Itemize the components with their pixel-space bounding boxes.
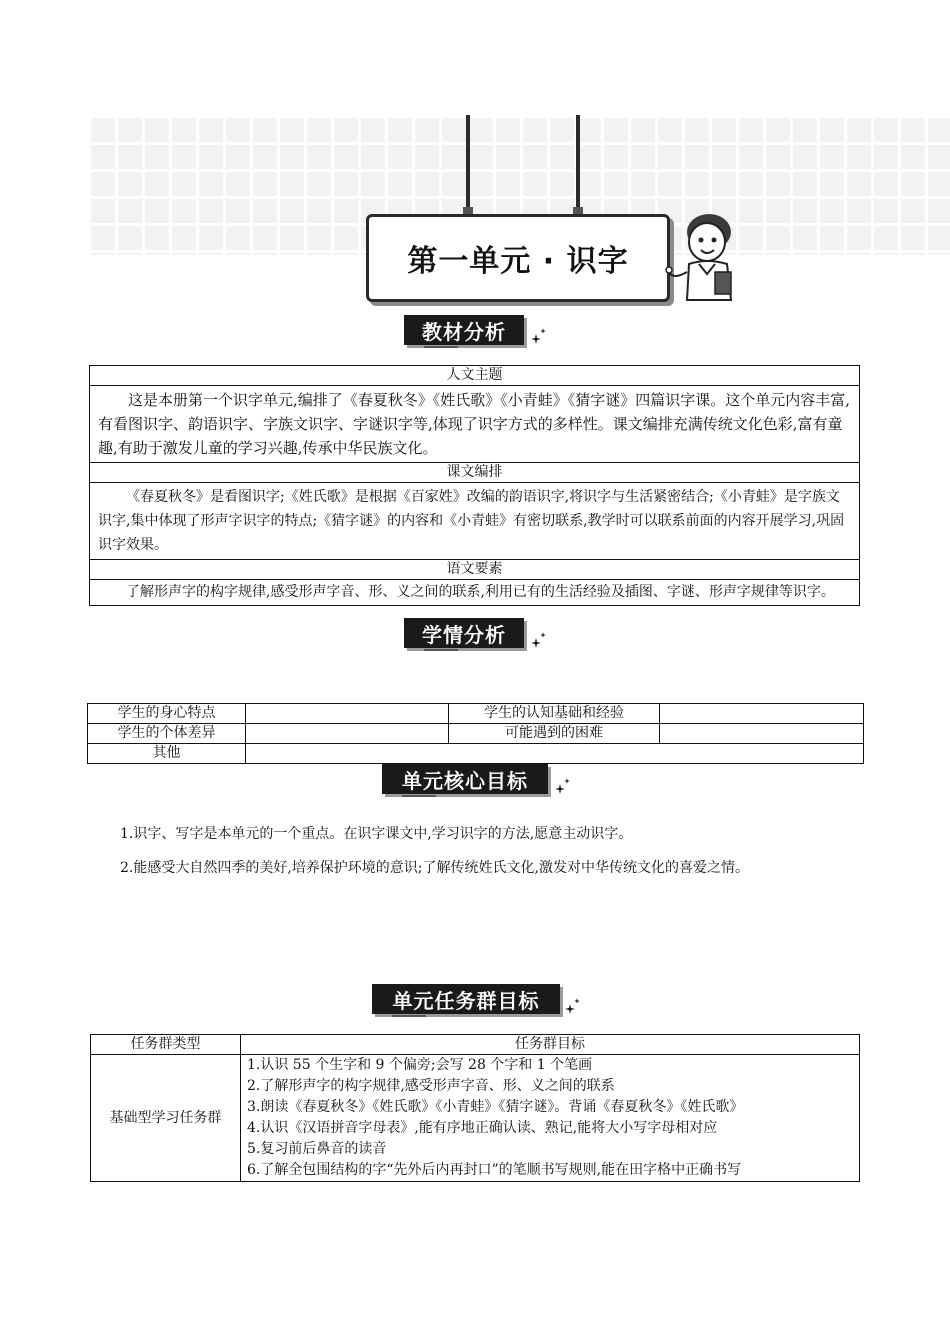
learner-label-traits: 学生的身心特点 [88,704,246,724]
section-tag-analysis [404,315,524,345]
section-tag-goals-label: 单元核心目标 [402,768,528,793]
tasks-goal-item: 1.认识 55 个生字和 9 个偏旁;会写 28 个字和 1 个笔画 [247,1057,593,1073]
tasks-goal-item: 4.认识《汉语拼音字母表》,能有序地正确认读、熟记,能将大小写字母相对应 [247,1120,718,1136]
learner-label-difficulties: 可能遇到的困难 [449,724,660,744]
learner-value-traits [246,704,449,724]
learner-value-other [246,744,864,764]
tasks-col-goals: 任务群目标 [241,1035,860,1055]
tasks-goal-item: 6.了解全包围结构的字“先外后内再封口”的笔顺书写规则,能在田字格中正确书写 [247,1162,742,1178]
learner-value-differences [246,724,449,744]
analysis-header-elements: 语文要素 [90,560,860,580]
analysis-table [89,365,860,606]
tasks-goal-item: 5.复习前后鼻音的读音 [247,1141,387,1157]
hanging-pole-left [466,115,470,213]
analysis-paragraph-theme: 这是本册第一个识字单元,编排了《春夏秋冬》《姓氏歌》《小青蛙》《猜字谜》四篇识字课。这个单元内容丰富,有看图识字、韵语识字、字族文识字、字谜识字等,体现了识字方式的多样性。课文编排充满传统文化色彩,富有童趣,有助于激发儿童的学习兴趣,传承中华民族文化。 [90,386,860,463]
learner-label-differences: 学生的个体差异 [88,724,246,744]
tasks-table [90,1034,860,1182]
section-tag-goals [382,764,548,794]
tasks-type-basic: 基础型学习任务群 [91,1055,241,1182]
section-tag-tasks [372,984,560,1014]
sparkle-icon [552,776,572,796]
tasks-goal-list [241,1055,860,1182]
learner-value-experience [660,704,864,724]
learner-label-experience: 学生的认知基础和经验 [449,704,660,724]
hanging-pole-right [576,115,580,213]
sparkle-icon [528,630,548,650]
goal-item-1: 1.识字、写字是本单元的一个重点。在识字课文中,学习识字的方法,愿意主动识字。 [120,826,633,842]
learner-label-other: 其他 [88,744,246,764]
tag-underline [424,649,458,651]
sparkle-icon [528,326,548,346]
learner-table [87,703,864,764]
unit-title-sign [366,214,670,302]
learner-value-difficulties [660,724,864,744]
analysis-header-arrangement: 课文编排 [90,463,860,483]
sparkle-icon [562,996,582,1016]
tasks-goal-item: 3.朗读《春夏秋冬》《姓氏歌》《小青蛙》《猜字谜》。背诵《春夏秋冬》《姓氏歌》 [247,1099,744,1115]
analysis-paragraph-arrangement: 《春夏秋冬》是看图识字;《姓氏歌》是根据《百家姓》改编的韵语识字,将识字与生活紧密结合;《小青蛙》是字族文识字,集中体现了形声字识字的特点;《猜字谜》的内容和《小青蛙》有密切联系,教学时可以联系前面的内容开展学习,巩固识字效果。 [90,483,860,560]
section-tag-learner-label: 学情分析 [422,622,506,647]
tag-underline [424,346,458,348]
tag-underline [402,795,436,797]
analysis-paragraph-elements: 了解形声字的构字规律,感受形声字音、形、义之间的联系,利用已有的生活经验及插图、字谜、形声字规律等识字。 [90,580,860,606]
goal-item-2: 2.能感受大自然四季的美好,培养保护环境的意识;了解传统姓氏文化,激发对中华传统文化的喜爱之情。 [120,860,749,876]
analysis-header-theme: 人文主题 [90,366,860,386]
section-tag-analysis-label: 教材分析 [422,319,506,344]
tag-underline [392,1015,426,1017]
student-cartoon-icon [665,212,741,302]
section-tag-learner [404,618,524,648]
tasks-col-type: 任务群类型 [91,1035,241,1055]
section-tag-tasks-label: 单元任务群目标 [392,988,540,1013]
tasks-goal-item: 2.了解形声字的构字规律,感受形声字音、形、义之间的联系 [247,1078,615,1094]
unit-title: 第一单元 · 识字 [407,244,629,279]
